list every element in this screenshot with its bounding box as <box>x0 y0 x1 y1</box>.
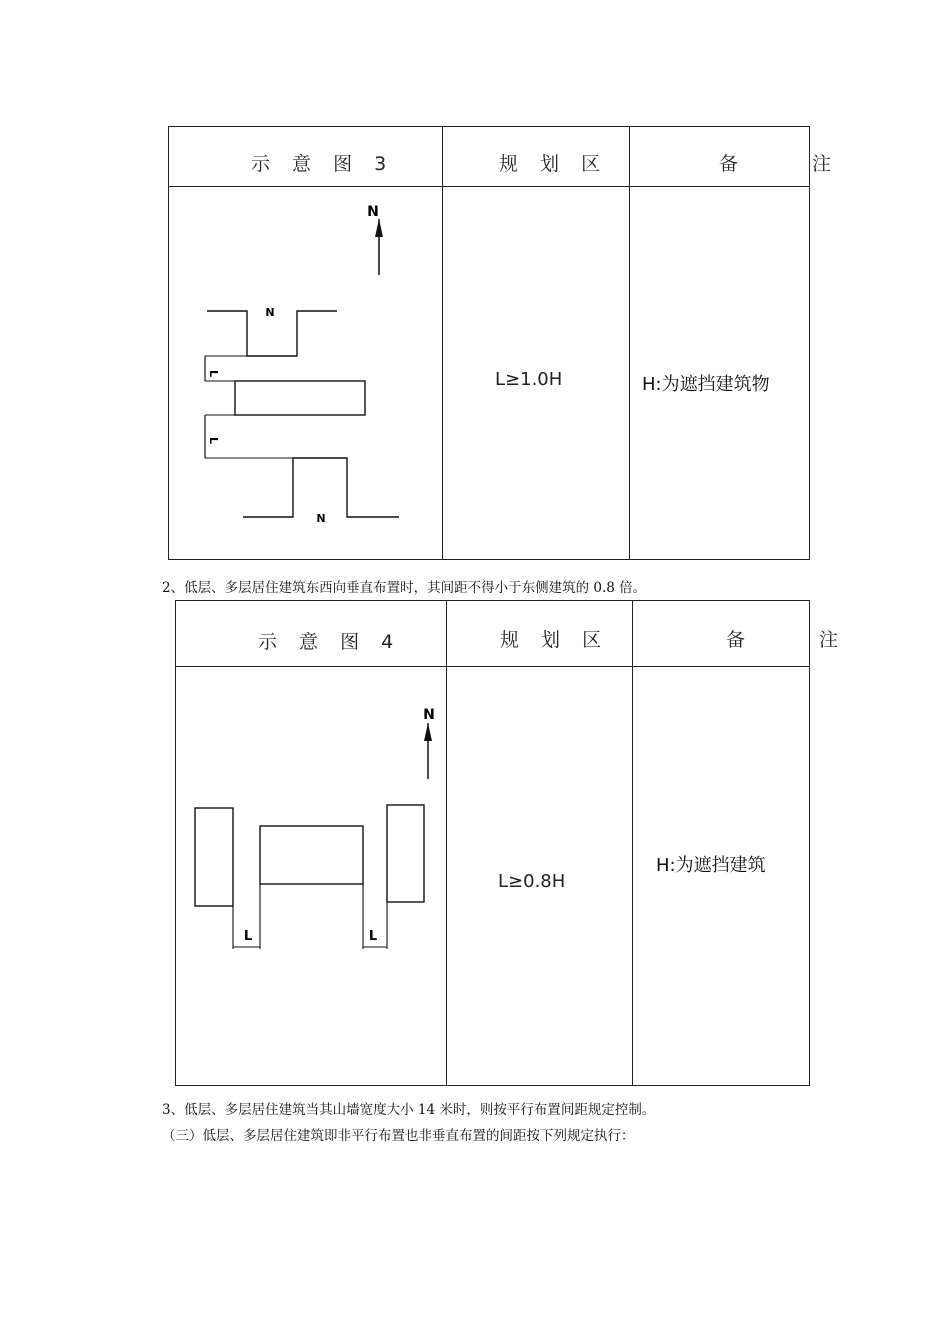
svg-text:N: N <box>423 707 435 723</box>
column-divider <box>632 601 633 1085</box>
header-remarks: 备 注 <box>726 629 873 651</box>
spacing-formula: L≥1.0H <box>495 369 563 390</box>
header-planning-zone: 规 划 区 <box>499 153 609 175</box>
north-arrow-icon <box>423 707 435 779</box>
diagram-table-4 <box>175 600 873 1086</box>
header-diagram: 示 意 图 3 <box>251 153 395 175</box>
paragraph-section-3: （三）低层、多层居住建筑即非平行布置也非垂直布置的间距按下列规定执行： <box>162 1128 635 1144</box>
remark-text: H:为遮挡建筑 <box>656 855 766 876</box>
svg-text:L: L <box>243 929 253 944</box>
svg-text:L: L <box>368 929 378 944</box>
spacing-dimension <box>205 356 247 381</box>
header-remarks: 备 注 <box>719 153 866 175</box>
svg-text:L: L <box>207 370 220 378</box>
building-west <box>195 808 233 906</box>
building-middle <box>235 381 365 415</box>
column-divider <box>442 127 443 559</box>
building-east <box>387 805 424 902</box>
spacing-dimension <box>363 884 387 949</box>
svg-text:N: N <box>265 306 275 319</box>
remark-text: H:为遮挡建筑物 <box>642 374 770 395</box>
north-arrow-icon <box>367 204 383 275</box>
paragraph-item-2: 2、低层、多层居住建筑东西向垂直布置时，其间距不得小于东侧建筑的 0.8 倍。 <box>162 580 647 596</box>
spacing-dimension <box>233 884 260 949</box>
spacing-dimension <box>205 415 293 458</box>
building-bottom <box>243 458 399 525</box>
diagram-table-3 <box>168 126 866 560</box>
building-layout-diagram-3 <box>169 187 441 559</box>
spacing-formula: L≥0.8H <box>498 871 566 892</box>
svg-text:N: N <box>367 204 379 220</box>
building-center <box>260 826 363 884</box>
svg-text:L: L <box>207 437 220 445</box>
paragraph-item-3: 3、低层、多层居住建筑当其山墙宽度大小 14 米时，则按平行布置间距规定控制。 <box>162 1102 656 1118</box>
column-divider <box>446 601 447 1085</box>
building-layout-diagram-4 <box>176 667 445 1085</box>
building-top <box>207 306 337 356</box>
column-divider <box>629 127 630 559</box>
svg-text:N: N <box>316 512 326 525</box>
header-diagram: 示 意 图 4 <box>258 631 402 653</box>
header-planning-zone: 规 划 区 <box>500 629 610 651</box>
